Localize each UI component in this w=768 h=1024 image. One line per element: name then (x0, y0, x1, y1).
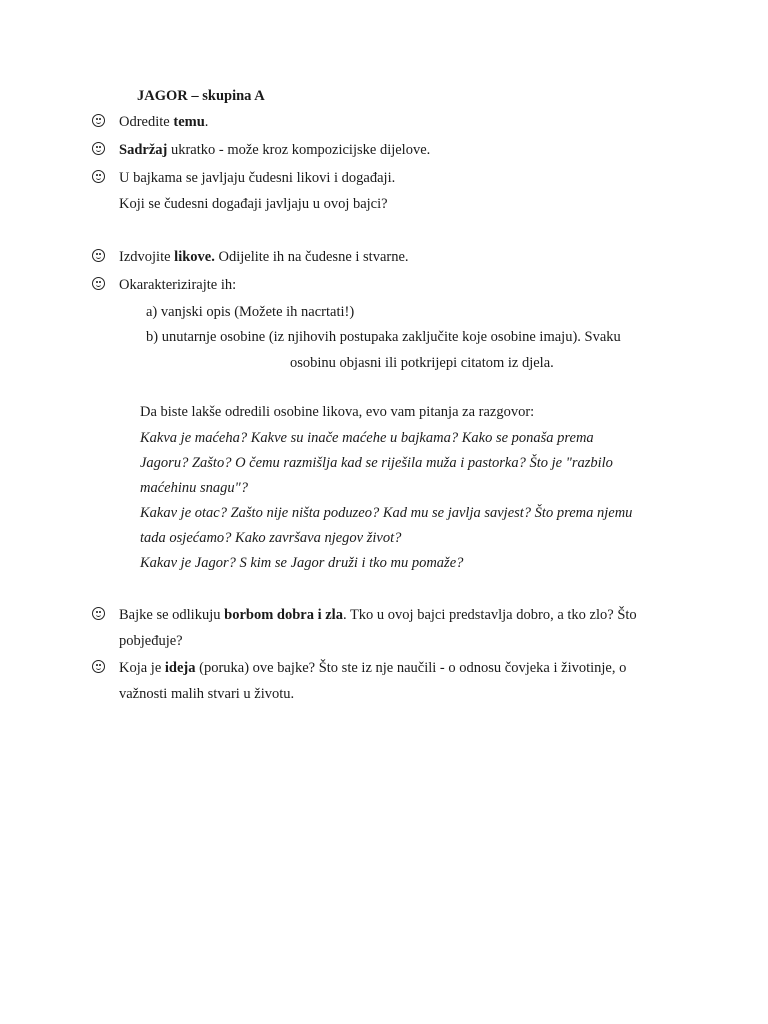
smiley-icon (92, 170, 105, 183)
task-item-wonders-line2: Koji se čudesni događaji javljaju u ovoj bajci? (119, 196, 388, 212)
smiley-icon (92, 660, 105, 673)
smiley-icon (92, 277, 105, 290)
task-item-characterize: Okarakterizirajte ih: (119, 277, 237, 293)
discussion-intro: Da biste lakše odredili osobine likova, evo vam pitanja za razgovor: (140, 404, 535, 420)
task-item-characters: Izdvojite likove. Odijelite ih na čudesne i stvarne. (119, 249, 409, 265)
discussion-question-line: Kakav je otac? Zašto nije ništa poduzeo? Kad mu se javlja savjest? Što prema njemu (140, 505, 633, 521)
page-title: JAGOR – skupina A (137, 88, 265, 104)
smiley-icon (92, 607, 105, 620)
discussion-question-line: Kakva je maćeha? Kakve su inače maćehe u bajkama? Kako se ponaša prema (140, 430, 594, 446)
task-item-wonders-line1: U bajkama se javljaju čudesni likovi i događaji. (119, 170, 396, 186)
task-item-good-evil: Bajke se odlikuju borbom dobra i zla. Tko u ovoj bajci predstavlja dobro, a tko zlo? Što (119, 607, 637, 623)
discussion-question-line: Jagoru? Zašto? O čemu razmišlja kad se riješila muža i pastorka? Što je "razbilo (140, 455, 613, 471)
task-item-content: Sadržaj ukratko - može kroz kompozicijske dijelove. (119, 142, 431, 158)
subitem-a: a) vanjski opis (Možete ih nacrtati!) (146, 304, 355, 320)
task-item-good-evil-line2: pobjeđuje? (119, 633, 183, 649)
smiley-icon (92, 142, 105, 155)
discussion-question-line: maćehinu snagu"? (140, 480, 248, 496)
subitem-b-line2: osobinu objasni ili potkrijepi citatom iz djela. (290, 355, 554, 371)
discussion-question-line: tada osjećamo? Kako završava njegov život? (140, 530, 402, 546)
task-item-idea: Koja je ideja (poruka) ove bajke? Što ste iz nje naučili - o odnosu čovjeka i životinje, o (119, 660, 627, 676)
smiley-icon (92, 114, 105, 127)
task-item-theme: Odredite temu. (119, 114, 209, 130)
smiley-icon (92, 249, 105, 262)
task-item-idea-line2: važnosti malih stvari u životu. (119, 686, 295, 702)
subitem-b-line1: b) unutarnje osobine (iz njihovih postupaka zaključite koje osobine imaju). Svaku (146, 329, 621, 345)
discussion-question-line: Kakav je Jagor? S kim se Jagor druži i tko mu pomaže? (140, 555, 464, 571)
